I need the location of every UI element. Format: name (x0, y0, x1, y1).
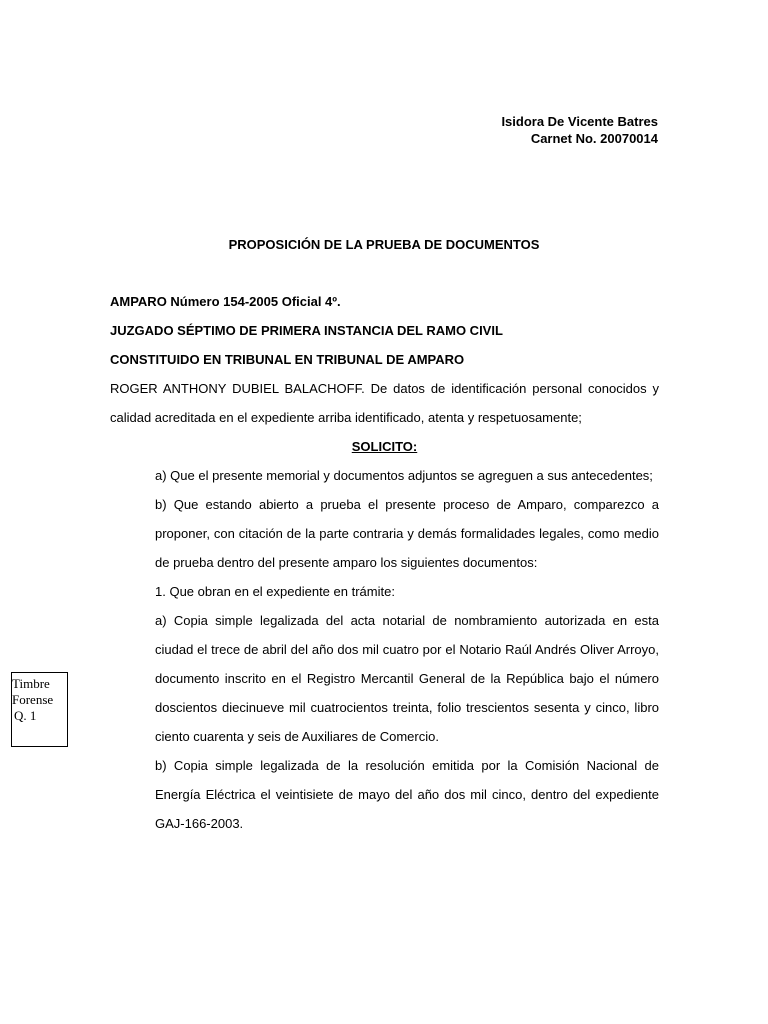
solicito-heading: SOLICITO: (351, 439, 418, 454)
request-item-b: b) Que estando abierto a prueba el presente proceso de Amparo, comparezco a proponer, con citación de la parte contraria y demás formalidades legales, como medio de prueba dentro del presente amparo los siguientes documentos: (155, 497, 659, 570)
author-name: Isidora De Vicente Batres (501, 114, 658, 129)
document-title: PROPOSICIÓN DE LA PRUEBA DE DOCUMENTOS (228, 237, 540, 252)
carnet-number: Carnet No. 20070014 (530, 131, 658, 146)
court-name: JUZGADO SÉPTIMO DE PRIMERA INSTANCIA DEL RAMO CIVIL (110, 323, 503, 338)
request-item-a: a) Que el presente memorial y documentos adjuntos se agreguen a sus antecedentes; (155, 468, 653, 483)
amparo-number: AMPARO Número 154-2005 Oficial 4º. (110, 294, 341, 309)
document-body (110, 287, 659, 838)
stamp-line-3: Q. 1 (14, 708, 37, 723)
document-item-b: b) Copia simple legalizada de la resolución emitida por la Comisión Nacional de Energía Eléctrica el veintisiete de mayo del año dos mil cinco, dentro del expediente GAJ-166-2003. (155, 758, 659, 831)
tribunal-name: CONSTITUIDO EN TRIBUNAL EN TRIBUNAL DE AMPARO (110, 352, 465, 367)
document-item-a: a) Copia simple legalizada del acta notarial de nombramiento autorizada en esta ciudad el trece de abril del año dos mil cuatro por el Notario Raúl Andrés Oliver Arroyo, documento inscrito en el Registro Mercantil General de la República bajo el número doscientos diecinueve mil cuatrocientos treinta, folio trescientos sesenta y cinco, libro ciento cuarenta y seis de Auxiliares de Comercio. (155, 613, 659, 744)
author-block (501, 113, 658, 147)
stamp-line-1: Timbre (12, 676, 50, 691)
intro-paragraph: ROGER ANTHONY DUBIEL BALACHOFF. De datos de identificación personal conocidos y calidad acreditada en el expediente arriba identificado, atenta y respetuosamente; (110, 381, 659, 425)
timbre-forense-stamp (11, 672, 68, 747)
document-list-heading: 1. Que obran en el expediente en trámite: (155, 584, 395, 599)
stamp-line-2: Forense (12, 692, 54, 707)
